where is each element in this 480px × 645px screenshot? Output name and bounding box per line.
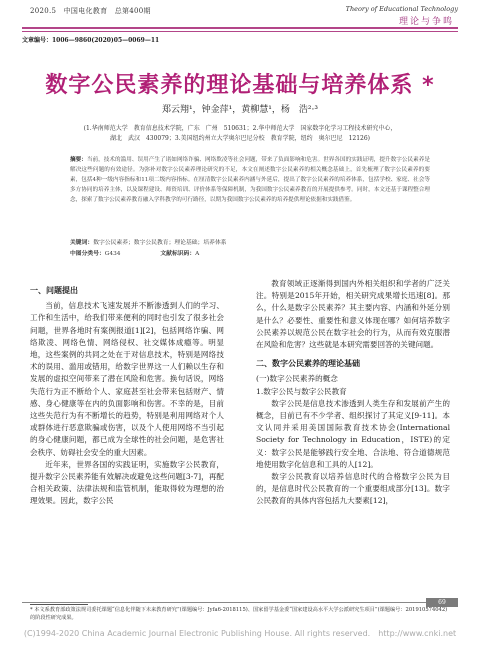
affiliation-line: (1.华南师范大学 教育信息技术学院，广东 广州 510631；2.华中师范大学 国家数字化学习工程技术研究中心， bbox=[83, 125, 397, 132]
journal-issue-header: 2020.5 中国电化教育 总第400期 bbox=[30, 7, 151, 15]
keywords-label: 关键词： bbox=[70, 240, 94, 246]
subsection-heading: (一)数字公民素养的概念 bbox=[256, 374, 338, 384]
article-number: 文章编号：1006—9860(2020)05—0069—11 bbox=[22, 37, 160, 44]
clc-label: 中图分类号： bbox=[70, 251, 105, 257]
paragraph: 数字公民是信息技术渗透到人类生存和发展前产生的概念，目前已有不少学者、组织探讨了其定义[9-11]。本文认同并采用美国国际教育技术协会(International Society for Technology in Education，ISTE)的定义：数字公民是能够践行安全地、合法地、符合道德规范地使用数字化信息和工具的人[12]。 bbox=[256, 398, 450, 469]
subsubsection-heading: 1.数字公民与数字公民教育 bbox=[256, 386, 347, 396]
abstract bbox=[70, 155, 430, 205]
section-heading: 二、数字公民素养的理论基础 bbox=[256, 358, 360, 369]
paragraph: 教育领域正逐渐得到国内外相关组织和学者的广泛关注。特别是2015年开始，相关研究成果增长迅速[8]。那么，什么是数字公民素养？其主要内容、内涵和外延分别是什么？必要性、重要性和意义体现在哪？如何培养数字公民素养以规范公民在数字社会的行为，从而有效克服潜在风险和危害？这些就是本研究需要回答的关键问题。 bbox=[256, 279, 450, 350]
affiliation-line: 湖北 武汉 430079；3.美国纽约州立大学奥尔巴尼分校 教育学院，纽约 奥尔巴尼 12126) bbox=[109, 135, 371, 142]
footnote: * 本文系教育部政策法规司委托课题“信息化伴随下未来教育研究”(课题编号：Jyfa6-2018115)、国家留学基金委“国家建设高水平大学公派研究生项目”(课题编号：201910574042)的阶段性研究成果。 bbox=[30, 607, 448, 621]
clc-value: G434 bbox=[104, 251, 121, 257]
author-list: 郑云翔¹，钟金萍¹，黄柳慧¹，杨 浩²·³ bbox=[162, 105, 318, 115]
page-number: 69 bbox=[426, 598, 458, 607]
left-column bbox=[30, 278, 224, 508]
section-chinese-header: 理论与争鸣 bbox=[398, 17, 454, 27]
header-rule bbox=[22, 27, 458, 29]
keywords-text: 数字公民素养；数字公民教育；理论基础；培养体系 bbox=[93, 240, 227, 246]
section-heading: 一、问题提出 bbox=[30, 285, 78, 295]
clc-number bbox=[70, 251, 121, 257]
abstract-label: 摘要： bbox=[70, 157, 87, 163]
page-number-rule bbox=[22, 602, 426, 603]
paragraph: 近年来，世界各国的实践证明，实施数字公民教育，提升数字公民素养能有效解决或避免这些问题[3-7]，再配合相关政策、法律法规和监管机制，能取得较为理想的治理效果。因此，数字公民 bbox=[30, 459, 224, 506]
keywords bbox=[70, 237, 430, 246]
section-english-header: Theory of Educational Technology bbox=[345, 5, 458, 13]
affiliations bbox=[40, 124, 440, 144]
header-rule-thin bbox=[22, 31, 458, 32]
cnki-watermark: (C)1994-2020 China Academic Journal Electronic Publishing House. All rights reserved. http://www.cnki.net bbox=[23, 629, 457, 638]
doc-code-label: 文献标识码： bbox=[160, 251, 196, 257]
right-column bbox=[256, 278, 450, 508]
paragraph: 数字公民教育以培养信息时代的合格数字公民为目的，是信息时代公民教育的一个重要组成部分[13]。数字公民教育的具体内容包括九大要素[12]， bbox=[256, 472, 450, 506]
document-code bbox=[160, 251, 199, 257]
abstract-text: 当前，技术的滥用、误用产生了诸如网络诈骗、网络欺凌等社会问题，带来了负面影响和危害。世界各国的实践证明，提升数字公民素养是解决这些问题的有效途径。为弥补对数字公民素养理论研究的不足，本文在阐述数字公民素养的相关概念基础上，首先梳理了数字公民素养的要素，包括4种一级内容指标和11项二级内容指标。在厘清数字公民素养内涵与外延后，提出了数字公民素养的培养体系，包括学校、家庭、社会等多方协同的培养主体，以及课程建设、师资培训、评价体系等保障机制，为我国数字公民素养教育的开展提供参考。同时，本文还基于课程整合理念，探索了数字公民素养教育融入学科教学的可行路径，以期为我国数字公民素养的培养提供理论依据和实践借鉴。 bbox=[70, 157, 430, 203]
paragraph: 当前，信息技术飞速发展并不断渗透到人们的学习、工作和生活中，给我们带来便利的同时也引发了很多社会问题，世界各地时有案例报道[1][2]，包括网络诈骗、网络欺凌、网络色情、网络侵权、社交媒体成瘾等。明显地，这些案例的共同之处在于对信息技术，特别是网络技术的误用、滥用或错用，给数字世界这一人们赖以生存和发展的虚拟空间带来了潜在风险和危害。换句话说，网络失范行为正不断给个人、家庭甚至社会带来包括财产、情感、身心健康等在内的负面影响和伤害。不幸的是，目前这些失范行为有不断增长的趋势，特别是利用网络对个人或群体进行恶意欺骗或伤害，以及个人使用网络不当引起的身心健康问题，都已成为全球性的社会问题，是危害社会秩序、妨碍社会安全的重大因素。 bbox=[30, 301, 224, 457]
classification-line bbox=[70, 248, 430, 257]
doc-code-value: A bbox=[195, 251, 200, 257]
paper-title: 数字公民素养的理论基础与培养体系 * bbox=[45, 73, 435, 98]
footnote-rule bbox=[30, 604, 88, 605]
